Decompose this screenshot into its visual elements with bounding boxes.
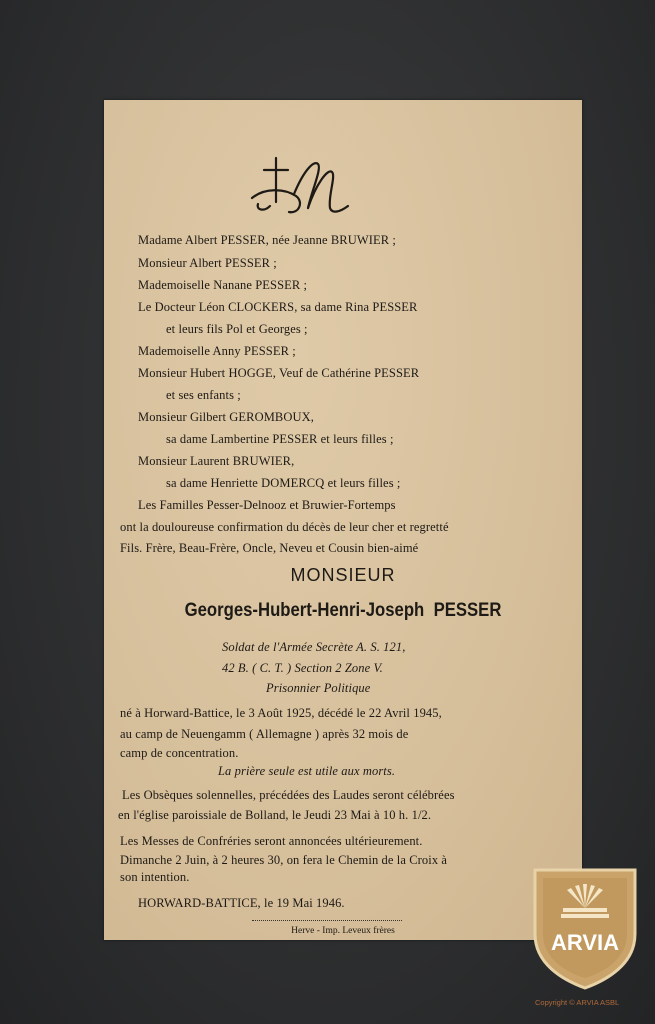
honorific: MONSIEUR <box>290 565 396 585</box>
family-line: Madame Albert PESSER, née Jeanne BRUWIER ; <box>138 233 396 247</box>
family-line: Monsieur Laurent BRUWIER, <box>138 454 295 468</box>
role-line: Prisonnier Politique <box>266 681 371 695</box>
family-line: Mademoiselle Anny PESSER ; <box>138 344 296 358</box>
place-date: HORWARD-BATTICE, le 19 Mai 1946. <box>138 896 345 910</box>
family-line: Monsieur Albert PESSER ; <box>138 256 277 270</box>
family-line: Monsieur Gilbert GEROMBOUX, <box>138 410 314 424</box>
masses-line: Dimanche 2 Juin, à 2 heures 30, on fera le Chemin de la Croix à <box>120 853 448 867</box>
family-line: Les Familles Pesser-Delnooz et Bruwier-Fortemps <box>138 498 396 512</box>
role-line: Soldat de l'Armée Secrète A. S. 121, <box>222 640 406 654</box>
copyright-notice: Copyright © ARVIA ASBL <box>535 998 620 1007</box>
prayer-line: La prière seule est utile aux morts. <box>218 764 396 778</box>
printer-credit: Herve - Imp. Leveux frères <box>291 926 395 936</box>
family-line: Monsieur Hubert HOGGE, Veuf de Cathérine PESSER <box>138 366 420 380</box>
bio-line: né à Horward-Battice, le 3 Août 1925, décédé le 22 Avril 1945, <box>120 706 442 720</box>
announcement-line: ont la douloureuse confirmation du décès de leur cher et regretté <box>120 520 449 534</box>
cross-monogram-icon <box>244 150 354 220</box>
family-line: Mademoiselle Nanane PESSER ; <box>138 278 308 292</box>
logo-text: ARVIA <box>550 930 620 955</box>
family-line: et leurs fils Pol et Georges ; <box>166 322 308 336</box>
memorial-card <box>104 100 582 940</box>
bio-line: au camp de Neuengamm ( Allemagne ) après 32 mois de <box>120 727 409 741</box>
announcement-line: Fils. Frère, Beau-Frère, Oncle, Neveu et Cousin bien-aimé <box>120 541 419 555</box>
role-line: 42 B. ( C. T. ) Section 2 Zone V. <box>222 661 383 675</box>
masses-line: Les Messes de Confréries seront annoncées ultérieurement. <box>120 834 423 848</box>
deceased-name: Georges-Hubert-Henri-Joseph PESSER <box>184 600 502 621</box>
family-line: sa dame Henriette DOMERCQ et leurs filles ; <box>166 476 401 490</box>
divider <box>252 920 402 921</box>
family-line: sa dame Lambertine PESSER et leurs filles ; <box>166 432 394 446</box>
funeral-line: Les Obsèques solennelles, précédées des Laudes seront célébrées <box>122 788 455 802</box>
family-line: Le Docteur Léon CLOCKERS, sa dame Rina PESSER <box>138 300 418 314</box>
funeral-line: en l'église paroissiale de Bolland, le Jeudi 23 Mai à 10 h. 1/2. <box>118 808 432 822</box>
arvia-logo <box>527 864 643 992</box>
family-line: et ses enfants ; <box>166 388 241 402</box>
masses-line: son intention. <box>120 870 190 884</box>
bio-line: camp de concentration. <box>120 746 239 760</box>
